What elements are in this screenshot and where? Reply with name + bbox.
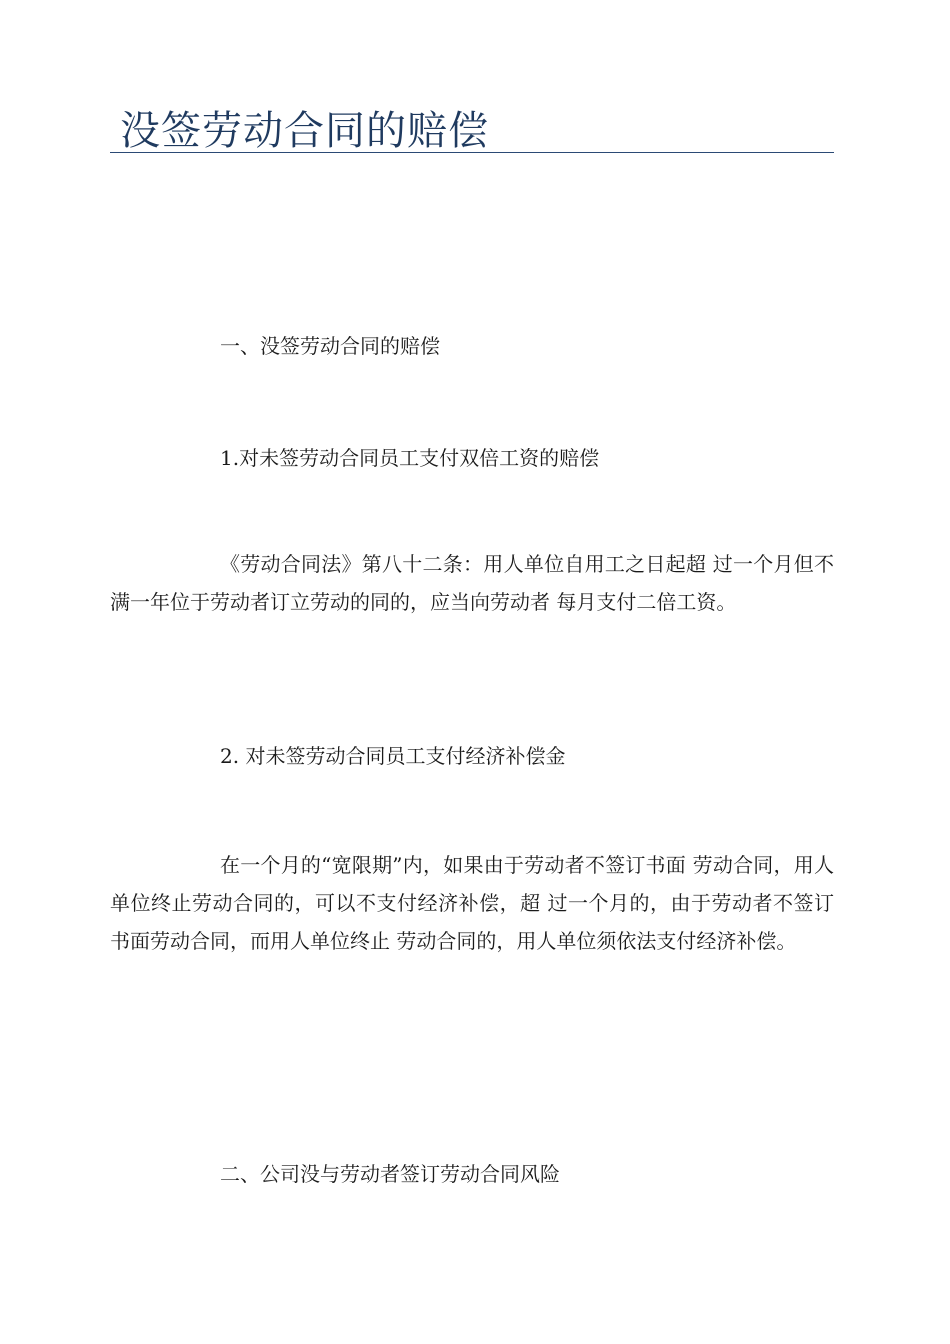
title-underline: [110, 152, 834, 153]
section-1-heading: 一、没签劳动合同的赔偿: [220, 334, 440, 358]
item-2-body: 在一个月的“宽限期”内，如果由于劳动者不签订书面 劳动合同，用人单位终止劳动合同的，可以不支付经济补偿，超 过一个月的，由于劳动者不签订书面劳动合同，而用人单位终止 劳动合同的，用人单位须依法支付经济补偿。: [110, 853, 834, 953]
document-title: 没签劳动合同的赔偿: [120, 108, 489, 154]
section-2-heading: 二、公司没与劳动者签订劳动合同风险: [220, 1162, 560, 1186]
item-1-body: 《劳动合同法》第八十二条：用人单位自用工之日起超 过一个月但不满一年位于劳动者订立劳动的同的，应当向劳动者 每月支付二倍工资。: [110, 552, 834, 614]
item-2-heading: 2. 对未签劳动合同员工支付经济补偿金: [220, 744, 566, 768]
item-1-heading: 1.对未签劳动合同员工支付双倍工资的赔偿: [220, 446, 600, 470]
